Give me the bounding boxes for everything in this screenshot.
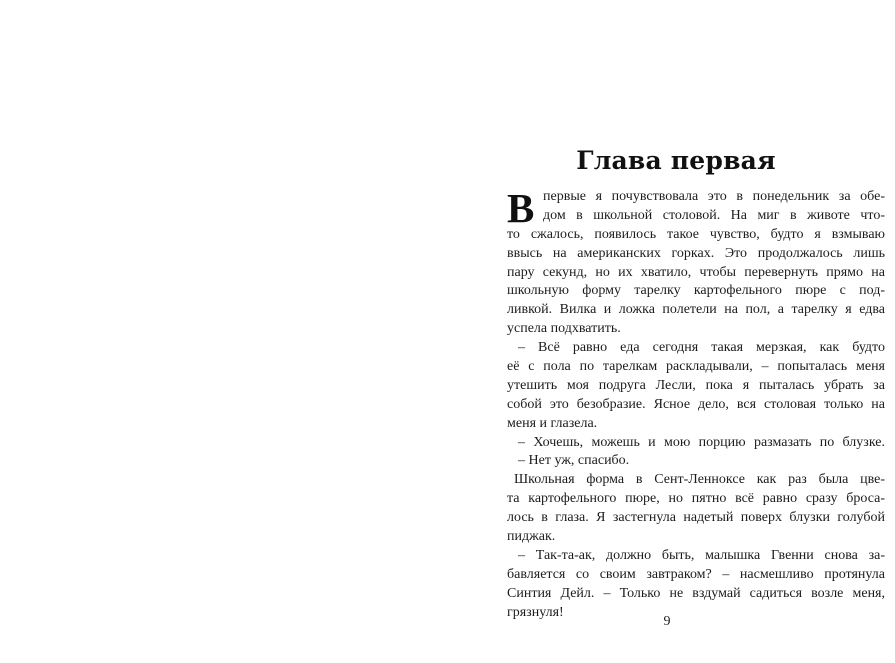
text-line: ливкой. Вилка и ложка полетели на пол, а тарелку я едва — [507, 302, 885, 318]
text-line: та картофельного пюре, но пятно всё равно сразу броса- — [507, 491, 885, 507]
text-line: – Хочешь, можешь и мою порцию размазать по блузке. — [518, 434, 885, 450]
right-page — [447, 0, 895, 663]
text-line: – Всё равно еда сегодня такая мерзкая, как будто — [518, 340, 885, 356]
text-line: то сжалось, появилось такое чувство, будто я взмываю — [507, 226, 885, 242]
text-line: лось в глаза. Я застегнула надетый поверх блузки голубой — [507, 510, 885, 526]
text-line: бавляется со своим завтраком? – насмешливо протянула — [507, 566, 885, 582]
text-line: дом в школьной столовой. На миг в животе что- — [543, 207, 885, 223]
text-line: – Так-та-ак, должно быть, малышка Гвенни снова за- — [518, 547, 885, 563]
text-line: пиджак. — [507, 529, 556, 545]
text-line: меня и глазела. — [507, 415, 598, 431]
text-line: успела подхватить. — [507, 321, 621, 337]
text-line: Синтия Дейл. – Только не вздумай садиться возле меня, — [507, 585, 885, 601]
text-line: ввысь на американских горках. Это продолжалось лишь — [507, 245, 885, 261]
text-line: первые я почувствовала это в понедельник за обе- — [543, 189, 885, 204]
left-page — [0, 0, 447, 663]
text-line: Школьная форма в Сент-Ленноксе как раз была цве- — [514, 472, 885, 488]
page-number: 9 — [663, 614, 671, 629]
drop-cap: В — [507, 185, 535, 231]
text-line: грязнуля! — [507, 604, 564, 620]
text-line: утешить моя подруга Лесли, пока я пыталась убрать за — [507, 377, 885, 393]
chapter-text — [507, 185, 885, 622]
text-line: пару секунд, но их хватило, чтобы перевернуть прямо на — [507, 264, 885, 280]
text-line: собой это безобразие. Ясное дело, вся столовая только на — [507, 396, 885, 412]
chapter-title: Глава первая — [576, 146, 776, 175]
text-line: – Нет уж, спасибо. — [518, 453, 630, 469]
text-line: её с пола по тарелкам раскладывали, – попыталась меня — [507, 359, 885, 375]
text-line: школьную форму тарелку картофельного пюре с под- — [507, 283, 885, 299]
